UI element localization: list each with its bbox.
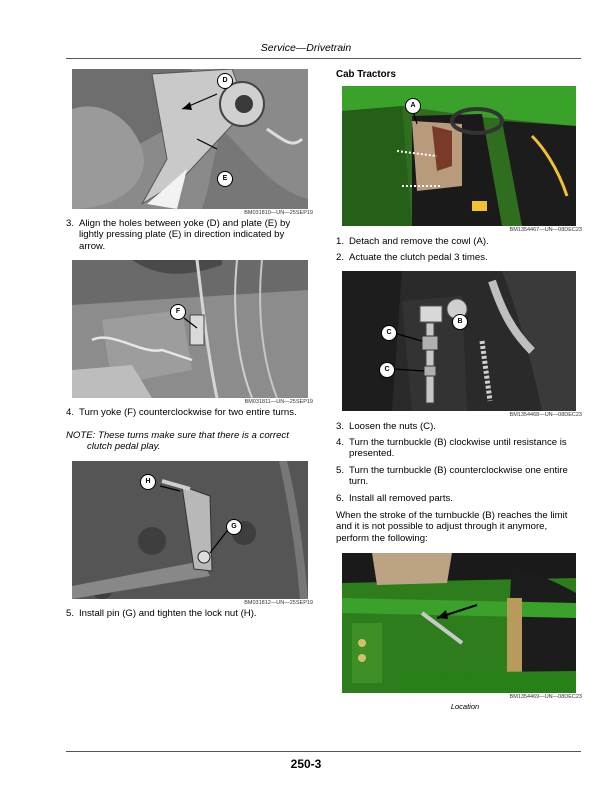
step-item xyxy=(336,236,582,247)
callout-f: F xyxy=(170,304,186,320)
step-number: 4. xyxy=(336,437,345,448)
callout-c-lower: C xyxy=(379,362,395,378)
page-number: 250-3 xyxy=(290,757,322,771)
step-number: 6. xyxy=(336,493,345,504)
callout-g: G xyxy=(226,519,242,535)
callout-e: E xyxy=(217,171,233,187)
step-text: Turn yoke (F) counterclockwise for two entire turns. xyxy=(79,407,297,418)
note xyxy=(66,430,312,453)
page-header-title: Service—Drivetrain xyxy=(260,42,352,54)
step-text: Turn the turnbuckle (B) clockwise until resistance is presented. xyxy=(349,437,567,460)
section-heading: Cab Tractors xyxy=(336,69,396,80)
callout-d: D xyxy=(217,73,233,89)
figure-location-photo xyxy=(342,553,576,693)
step-number: 5. xyxy=(336,465,345,476)
step-number: 3. xyxy=(336,421,345,432)
step-number: 4. xyxy=(66,407,75,418)
step-text: Turn the turnbuckle (B) counterclockwise one entire turn. xyxy=(349,465,568,488)
step-item xyxy=(336,252,582,263)
step-text: Align the holes between yoke (D) and plate (E) by lightly pressing plate (E) in direction indicated by arrow. xyxy=(79,218,291,252)
figure-caption: BM031810—UN—25SEP19 xyxy=(244,210,313,216)
body-paragraph: When the stroke of the turnbuckle (B) reaches the limit and it is not possible to adjust through it anymore, perform the following: xyxy=(336,510,568,544)
figure-caption: BM1354468—UN—08DEC23 xyxy=(509,412,582,418)
step-number: 2. xyxy=(336,252,345,263)
figure-caption: BM1354469—UN—08DEC23 xyxy=(509,694,582,700)
figure-caption: BM031811—UN—25SEP19 xyxy=(244,399,313,405)
step-text: Detach and remove the cowl (A). xyxy=(349,236,489,247)
step-item xyxy=(66,407,312,418)
header-divider xyxy=(66,58,581,59)
note-text: NOTE: These turns make sure that there is a correct clutch pedal play. xyxy=(66,430,289,453)
callout-a: A xyxy=(405,98,421,114)
step-item xyxy=(336,493,582,504)
step-text: Actuate the clutch pedal 3 times. xyxy=(349,252,488,263)
step-item xyxy=(336,437,582,460)
callout-h: H xyxy=(140,474,156,490)
callout-c-upper: C xyxy=(381,325,397,341)
step-item xyxy=(66,608,312,619)
figure-caption: BM1354467—UN—08DEC23 xyxy=(509,227,582,233)
figure-yoke-plate-photo xyxy=(72,69,308,209)
step-item xyxy=(336,421,582,432)
figure-caption: BM031812—UN—25SEP19 xyxy=(244,600,313,606)
figure-turnbuckle-photo xyxy=(342,271,576,411)
figure-label: Location xyxy=(450,702,480,711)
footer-divider xyxy=(66,751,581,752)
step-item xyxy=(66,218,312,252)
step-number: 5. xyxy=(66,608,75,619)
step-text: Install all removed parts. xyxy=(349,493,453,504)
figure-pin-locknut-photo xyxy=(72,461,308,599)
step-item xyxy=(336,465,582,488)
step-number: 1. xyxy=(336,236,345,247)
figure-yoke-f-photo xyxy=(72,260,308,398)
callout-b: B xyxy=(452,314,468,330)
step-text: Install pin (G) and tighten the lock nut (H). xyxy=(79,608,257,619)
step-text: Loosen the nuts (C). xyxy=(349,421,436,432)
step-number: 3. xyxy=(66,218,75,229)
figure-cowl-photo xyxy=(342,86,576,226)
